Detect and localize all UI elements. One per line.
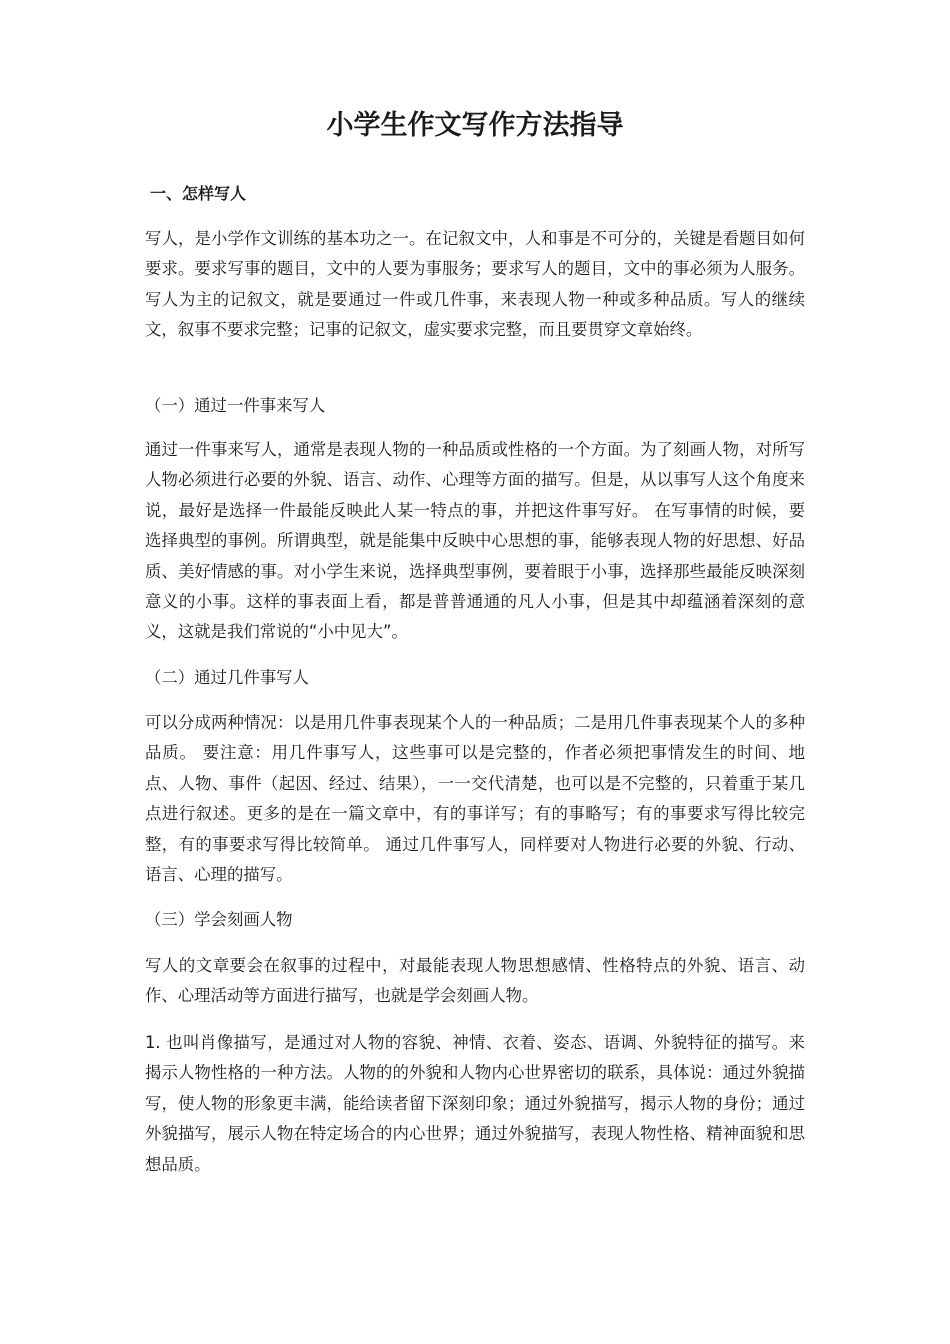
subheading: （三）学会刻画人物: [145, 910, 293, 929]
document-title: 小学生作文写作方法指导: [326, 110, 624, 141]
paragraph: 可以分成两种情况：以是用几件事表现某个人的一种品质；二是用几件事表现某个人的多种品质。 要注意：用几件事写人，这些事可以是完整的，作者必须把事情发生的时间、地点、人物、事件（起因、经过、结果），一一交代清楚，也可以是不完整的，只着重于某几点进行叙述。更多的是在一篇文章中，有的事详写；有的事略写；有的事要求写得比较完整，有的事要求写得比较简单。 通过几件事写人，同样要对人物进行必要的外貌、行动、语言、心理的描写。: [145, 713, 805, 885]
paragraph: 写人，是小学作文训练的基本功之一。在记叙文中，人和事是不可分的，关键是看题目如何要求。要求写事的题目，文中的人要为事服务；要求写人的题目，文中的事必须为人服务。写人为主的记叙文，就是要通过一件或几件事，来表现人物一种或多种品质。写人的继续文，叙事不要求完整；记事的记叙文，虚实要求完整，而且要贯穿文章始终。: [145, 229, 805, 340]
subheading: （一）通过一件事来写人: [145, 396, 326, 415]
paragraph: 1. 也叫肖像描写，是通过对人物的容貌、神情、衣着、姿态、语调、外貌特征的描写。来揭示人物性格的一种方法。人物的的外貌和人物内心世界密切的联系，具体说：通过外貌描写，使人物的形象更丰满，能给读者留下深刻印象；通过外貌描写，揭示人物的身份；通过外貌描写，展示人物在特定场合的内心世界；通过外貌描写，表现人物性格、精神面貌和思想品质。: [145, 1033, 805, 1174]
subheading: （二）通过几件事写人: [145, 668, 309, 687]
paragraph: 写人的文章要会在叙事的过程中，对最能表现人物思想感情、性格特点的外貌、语言、动作、心理活动等方面进行描写，也就是学会刻画人物。: [145, 956, 805, 1006]
section-heading: 一、怎样写人: [150, 184, 247, 203]
paragraph: 通过一件事来写人，通常是表现人物的一种品质或性格的一个方面。为了刻画人物，对所写人物必须进行必要的外貌、语言、动作、心理等方面的描写。但是，从以事写人这个角度来说，最好是选择一件最能反映此人某一特点的事，并把这件事写好。 在写事情的时候，要选择典型的事例。所谓典型，就是能集中反映中心思想的事，能够表现人物的好思想、好品质、美好情感的事。对小学生来说，选择典型事例，要着眼于小事，选择那些最能反映深刻意义的小事。这样的事表面上看，都是普普通通的凡人小事，但是其中却蕴涵着深刻的意义，这就是我们常说的“小中见大”。: [145, 440, 805, 642]
